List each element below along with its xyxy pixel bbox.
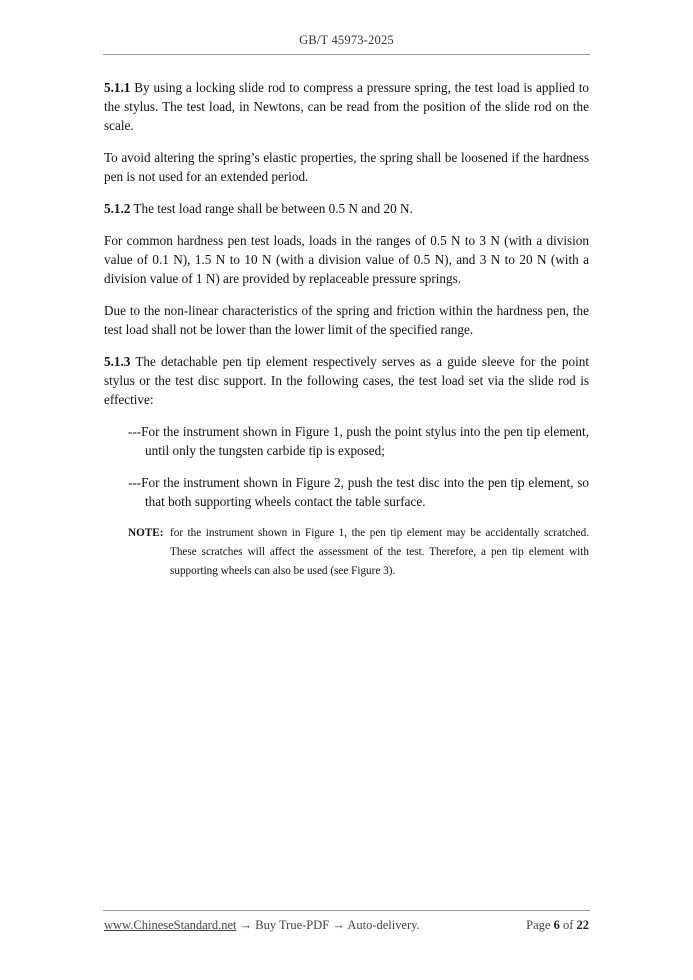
paragraph-load-ranges xyxy=(104,231,589,288)
clause-5-1-1 xyxy=(104,78,589,135)
paragraph-text: Due to the non-linear characteristics of the spring and friction within the hardness pen, the test load shall not be lower than the lower limit of the specified range. xyxy=(104,303,589,337)
page-body xyxy=(104,78,589,581)
page-prefix: Page xyxy=(526,918,554,932)
clause-number: 5.1.1 xyxy=(104,80,131,95)
clause-number: 5.1.3 xyxy=(104,354,131,369)
clause-number: 5.1.2 xyxy=(104,201,131,216)
page-current: 6 xyxy=(553,918,560,932)
paragraph-lower-limit xyxy=(104,301,589,339)
site-link[interactable]: www.ChineseStandard.net xyxy=(104,918,237,932)
buy-text: Buy True-PDF xyxy=(255,918,330,932)
clause-text: The test load range shall be between 0.5 N and 20 N. xyxy=(130,201,413,216)
list-item-figure-2 xyxy=(128,473,589,511)
footer-divider xyxy=(103,910,590,911)
arrow-icon: → xyxy=(236,918,256,932)
footer-promo xyxy=(104,918,420,933)
clause-text: The detachable pen tip element respectively serves as a guide sleeve for the point stylus or the test disc support. In the following cases, the test load set via the slide rod is effective: xyxy=(104,354,589,407)
clause-text: By using a locking slide rod to compress a pressure spring, the test load is applied to the stylus. The test load, in Newtons, can be read from the position of the slide rod on the scale. xyxy=(104,80,589,133)
note-text: for the instrument shown in Figure 1, the pen tip element may be accidentally scratched. These scratches will affect the assessment of the test. Therefore, a pen tip element with supporting wheels can also be used (see Figure 3). xyxy=(170,527,589,577)
paragraph-text: For common hardness pen test loads, loads in the ranges of 0.5 N to 3 N (with a division value of 0.1 N), 1.5 N to 10 N (with a division value of 0.5 N), and 3 N to 20 N (with a division value of 1 N) are provided by replaceable pressure springs. xyxy=(104,233,589,286)
header-divider xyxy=(103,54,590,55)
page-total: 22 xyxy=(576,918,589,932)
list-item-figure-1 xyxy=(128,422,589,460)
clause-5-1-3 xyxy=(104,352,589,409)
page-indicator xyxy=(526,918,589,933)
delivery-text: Auto-delivery. xyxy=(347,918,420,932)
arrow-icon: → xyxy=(329,918,348,932)
page-of: of xyxy=(559,918,577,932)
clause-5-1-2 xyxy=(104,199,589,218)
note-block xyxy=(128,524,589,581)
standard-number: GB/T 45973-2025 xyxy=(299,33,394,47)
list-item-text: ---For the instrument shown in Figure 2, push the test disc into the pen tip element, so that both supporting wheels contact the table surface. xyxy=(128,475,589,509)
note-label: NOTE: xyxy=(128,527,164,539)
list-item-text: ---For the instrument shown in Figure 1, push the point stylus into the pen tip element, until only the tungsten carbide tip is exposed; xyxy=(128,424,589,458)
paragraph-spring-loosening xyxy=(104,148,589,186)
running-header xyxy=(0,33,693,48)
paragraph-text: To avoid altering the spring’s elastic properties, the spring shall be loosened if the hardness pen is not used for an extended period. xyxy=(104,150,589,184)
